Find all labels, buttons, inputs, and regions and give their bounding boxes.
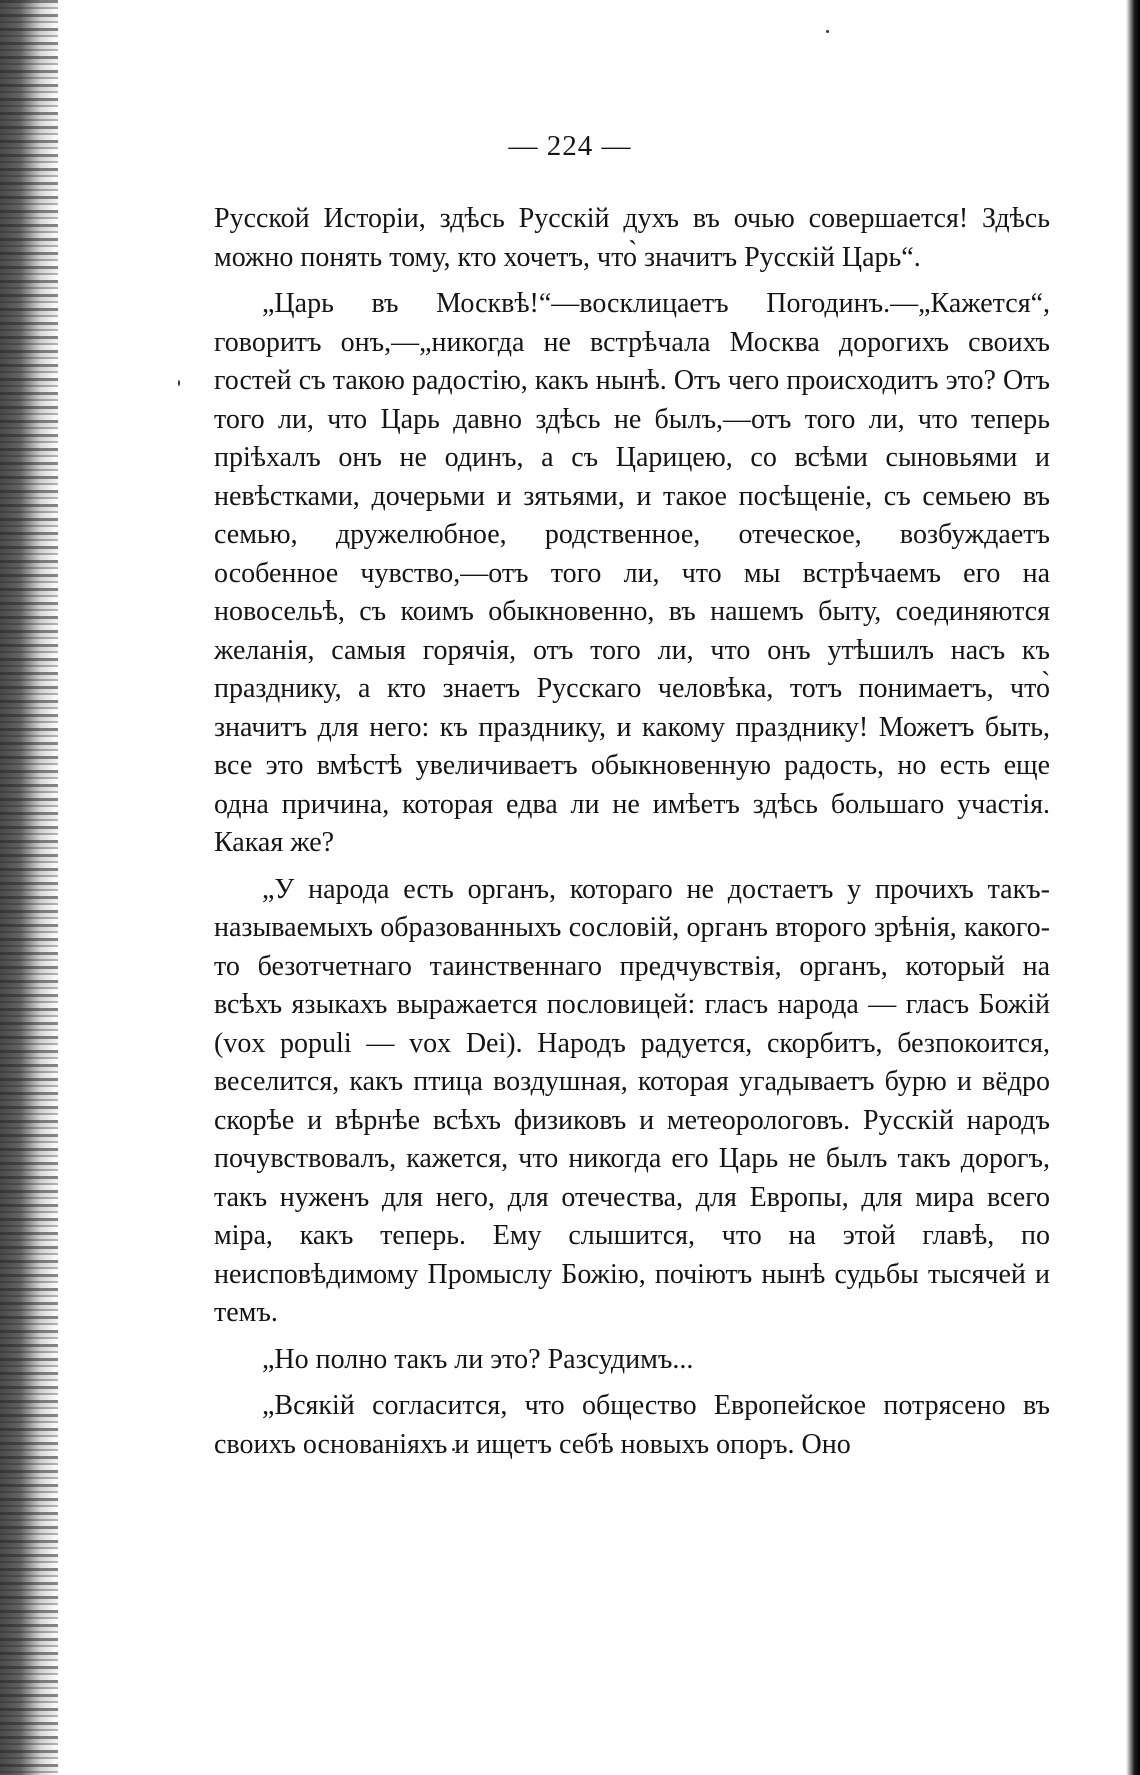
page-number: — 224 — <box>508 130 632 162</box>
speck <box>178 380 180 386</box>
paragraph-1: Русской Исторіи, здѣсь Русскій духъ въ очью совершается! Здѣсь можно понять тому, кто хочетъ, что̀ значитъ Русскій Царь“. <box>214 203 1050 273</box>
paragraph-5: „Всякій согласится, что общество Европейское потрясено въ своихъ основаніяхъ и ищетъ себѣ новыхъ опоръ. Оно <box>214 1390 1050 1460</box>
book-spine-shadow <box>0 0 58 1775</box>
body-text <box>214 200 1050 1464</box>
paragraph-2: „Царь въ Москвѣ!“—восклицаетъ Погодинъ.—„Кажется“, говоритъ онъ,—„никогда не встрѣчала Москва дорогихъ своихъ гостей съ такою радостію, какъ нынѣ. Отъ чего происходитъ это? Отъ того ли, что Царь давно здѣсь не былъ,—отъ того ли, что теперь пріѣхалъ онъ не одинъ, а съ Царицею, со всѣми сыновьями и невѣстками, дочерьми и зятьями, и такое посѣщеніе, съ семьею въ семью, дружелюбное, родственное, отеческое, возбуждаетъ особенное чувство,—отъ того ли, что мы встрѣчаемъ его на новосельѣ, съ коимъ обыкновенно, въ нашемъ быту, соединяются желанія, самыя горячія, отъ того ли, что онъ утѣшилъ насъ къ празднику, а кто знаетъ Русскаго человѣка, тотъ понимаетъ, что̀ значитъ для него: къ празднику, и какому празднику! Можетъ быть, все это вмѣстѣ увеличиваетъ обыкновенную радость, но есть еще одна причина, которая едва ли не имѣетъ здѣсь большаго участія. Какая же? <box>214 288 1050 858</box>
speck <box>826 30 829 33</box>
paragraph-3: „У народа есть органъ, котораго не достаетъ у прочихъ такъ-называемыхъ образованныхъ сословій, органъ второго зрѣнія, какого-то безотчетнаго таинственнаго предчувствія, органъ, который на всѣхъ языкахъ выражается пословицей: гласъ народа — гласъ Божій (vox populi — vox Dei). Народъ радуется, скорбитъ, безпокоится, веселится, какъ птица воздушная, которая угадываетъ бурю и вёдро скорѣе и вѣрнѣе всѣхъ физиковъ и метеорологовъ. Русскій народъ почувствовалъ, кажется, что никогда его Царь не былъ такъ дорогъ, такъ нуженъ для него, для отечества, для Европы, для мира всего міра, какъ теперь. Ему слышится, что на этой главѣ, по неисповѣдимому Промыслу Божію, почіютъ нынѣ судьбы тысячей и темъ. <box>214 873 1050 1328</box>
paragraph-4: „Но полно такъ ли это? Разсудимъ... <box>262 1343 694 1375</box>
page-edge-shadow <box>1126 0 1140 1775</box>
